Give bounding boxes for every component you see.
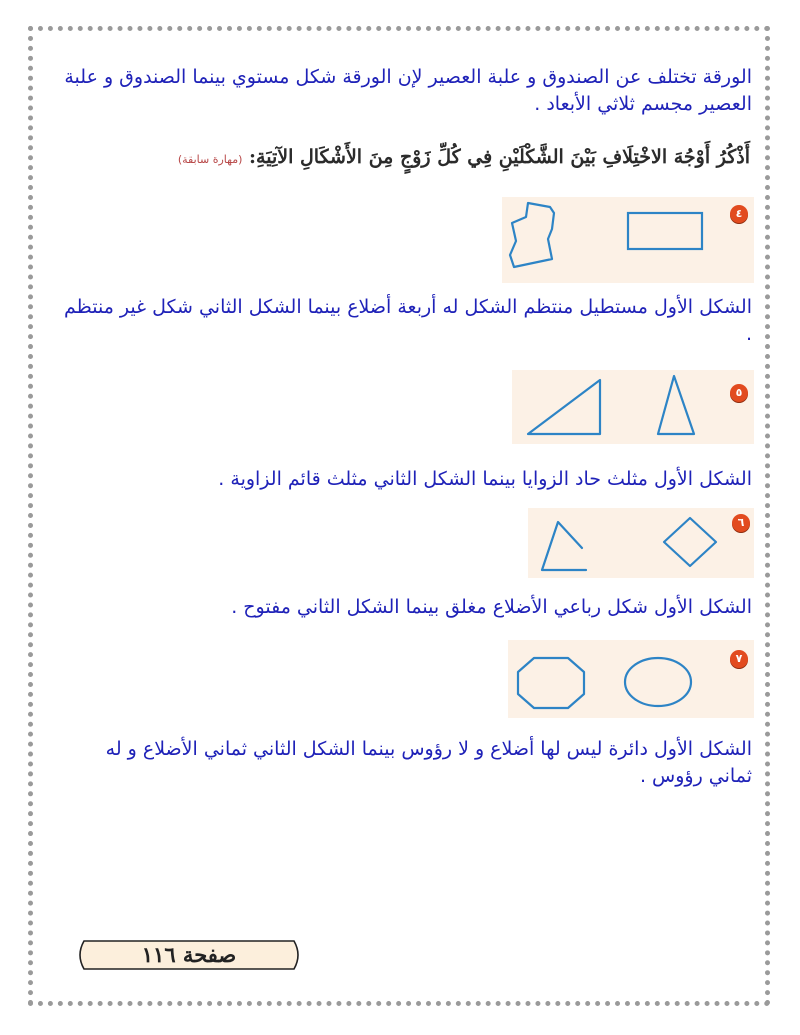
- irregular-shape: [510, 203, 554, 267]
- exercise-badge-7: ٧: [730, 650, 748, 668]
- figure-panel-4: [502, 197, 754, 283]
- exercise-badge-4: ٤: [730, 205, 748, 223]
- figure-6-shapes: [528, 508, 754, 578]
- octagon-shape: [518, 658, 584, 708]
- answer-5: الشكل الأول مثلث حاد الزوايا بينما الشكل الثاني مثلث قائم الزاوية .: [218, 468, 752, 490]
- answer-6: الشكل الأول شكل رباعي الأضلاع مغلق بينما الشكل الثاني مفتوح .: [231, 596, 752, 618]
- figure-4-shapes: [502, 197, 754, 283]
- figure-5-shapes: [512, 370, 754, 444]
- acute-triangle-shape: [658, 376, 694, 434]
- question-text: أَذْكُرُ أَوْجُهَ الاخْتِلَافِ بَيْنَ الشَّكْلَيْنِ فِي كُلِّ زَوْجٍ مِنَ الأَشْكَالِ الآتِيَةِ:: [249, 146, 750, 168]
- exercise-badge-6: ٦: [732, 514, 750, 532]
- rectangle-shape: [628, 213, 702, 249]
- skill-tag: (مهارة سابقة): [177, 153, 243, 166]
- open-shape: [542, 522, 586, 570]
- exercise-badge-5: ٥: [730, 384, 748, 402]
- page-number-text: صفحة ١١٦: [141, 942, 237, 967]
- answer-4: الشكل الأول مستطيل منتظم الشكل له أربعة أضلاع بينما الشكل الثاني شكل غير منتظم .: [64, 296, 752, 345]
- answer-1: الورقة تختلف عن الصندوق و علبة العصير لإن الورقة شكل مستوي بينما الصندوق و علبة العصير مجسم ثلاثي الأبعاد .: [64, 66, 752, 115]
- page-number-label: [74, 935, 304, 975]
- figure-panel-7: [508, 640, 754, 718]
- figure-panel-5: [512, 370, 754, 444]
- figure-panel-6: [528, 508, 754, 578]
- rhombus-shape: [664, 518, 716, 566]
- answer-7: الشكل الأول دائرة ليس لها أضلاع و لا رؤوس بينما الشكل الثاني ثماني الأضلاع و له ثماني رؤوس .: [105, 738, 752, 787]
- figure-7-shapes: [508, 640, 754, 718]
- question-heading: [150, 146, 750, 168]
- right-triangle-shape: [528, 380, 600, 434]
- ellipse-shape: [625, 658, 691, 706]
